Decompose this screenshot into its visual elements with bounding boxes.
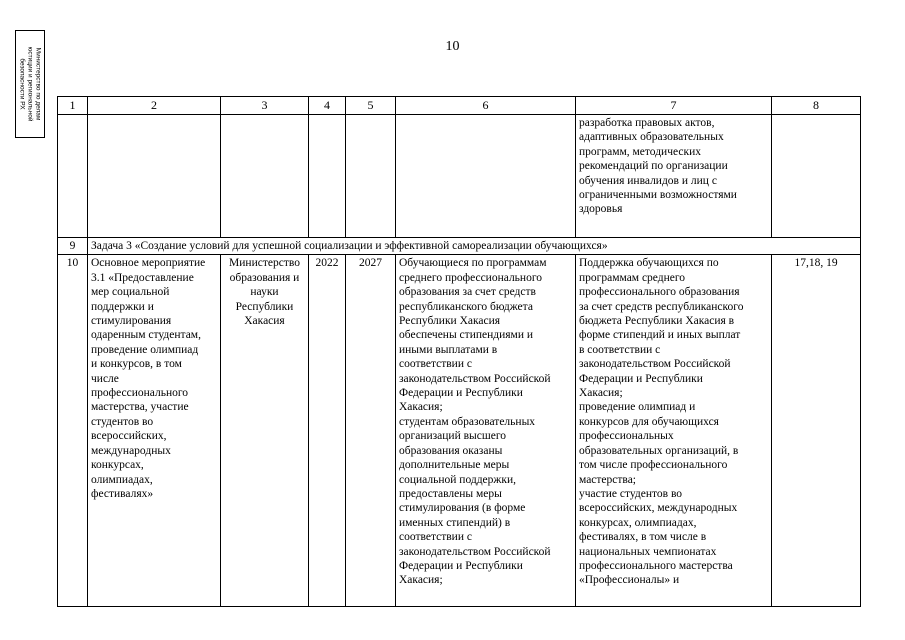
header-cell-2: 2	[88, 97, 221, 115]
end-year-cell: 2027	[346, 255, 396, 607]
page-number: 10	[445, 39, 460, 54]
task-row-number: 9	[58, 238, 88, 255]
table-row	[58, 255, 861, 607]
header-row	[58, 97, 861, 115]
stamp-line-3: безопасности РХ	[19, 58, 26, 110]
stamp-line-2: юстиции и региональной	[27, 46, 34, 122]
registration-stamp	[15, 30, 45, 138]
cont-cell-6	[396, 115, 576, 238]
header-cell-6: 6	[396, 97, 576, 115]
cont-cell-content: разработка правовых актов, адаптивных образовательных программ, методических рекомендаций по организации обучения инвалидов и лиц с ограниченными возможностями здоровья	[576, 115, 772, 238]
header-cell-5: 5	[346, 97, 396, 115]
cont-cell-2	[88, 115, 221, 238]
start-year-cell: 2022	[309, 255, 346, 607]
result-cell: Обучающиеся по программам среднего профессионального образования за счет средств республиканского бюджета Республики Хакасия обеспечены стипендиями и иными выплатами в соответствии с законодательством Российской Федерации и Республики Хакасия; студентам образовательных организаций высшего образования оказаны дополнительные меры социальной поддержки, предоставлены меры стимулирования (в форме именных стипендий) в соответствии с законодательством Российской Федерации и Республики Хакасия;	[396, 255, 576, 607]
task-row	[58, 238, 861, 255]
cont-cell-1	[58, 115, 88, 238]
cont-cell-8	[772, 115, 861, 238]
header-cell-4: 4	[309, 97, 346, 115]
content-cell: Поддержка обучающихся по программам среднего профессионального образования за счет средств республиканского бюджета Республики Хакасия в форме стипендий и иных выплат в соответствии с законодательством Российской Федерации и Республики Хакасия; проведение олимпиад и конкурсов для обучающихся профессиональных образовательных организаций, в том числе профессионального мастерства; участие студентов во всероссийских, международных конкурсах, олимпиадах, фестивалях, в том числе в национальных чемпионатах профессионального мастерства «Профессионалы» и	[576, 255, 772, 607]
executor-cell: Министерство образования и науки Республики Хакасия	[221, 255, 309, 607]
cont-cell-5	[346, 115, 396, 238]
cont-cell-4	[309, 115, 346, 238]
header-cell-3: 3	[221, 97, 309, 115]
cont-cell-3	[221, 115, 309, 238]
stamp-line-1: Министерство по делам	[35, 47, 42, 121]
indicators-cell: 17,18, 19	[772, 255, 861, 607]
header-cell-8: 8	[772, 97, 861, 115]
continuation-row	[58, 115, 861, 238]
row-number: 10	[58, 255, 88, 607]
activity-cell: Основное мероприятие 3.1 «Предоставление мер социальной поддержки и стимулирования одаренным студентам, проведение олимпиад и конкурсов, в том числе профессионального мастерства, участие студентов во всероссийских, международных конкурсах, олимпиадах, фестивалях»	[88, 255, 221, 607]
header-cell-1: 1	[58, 97, 88, 115]
activities-table	[57, 96, 861, 607]
header-cell-7: 7	[576, 97, 772, 115]
task-row-text: Задача 3 «Создание условий для успешной социализации и эффективной самореализации обучающихся»	[88, 238, 861, 255]
